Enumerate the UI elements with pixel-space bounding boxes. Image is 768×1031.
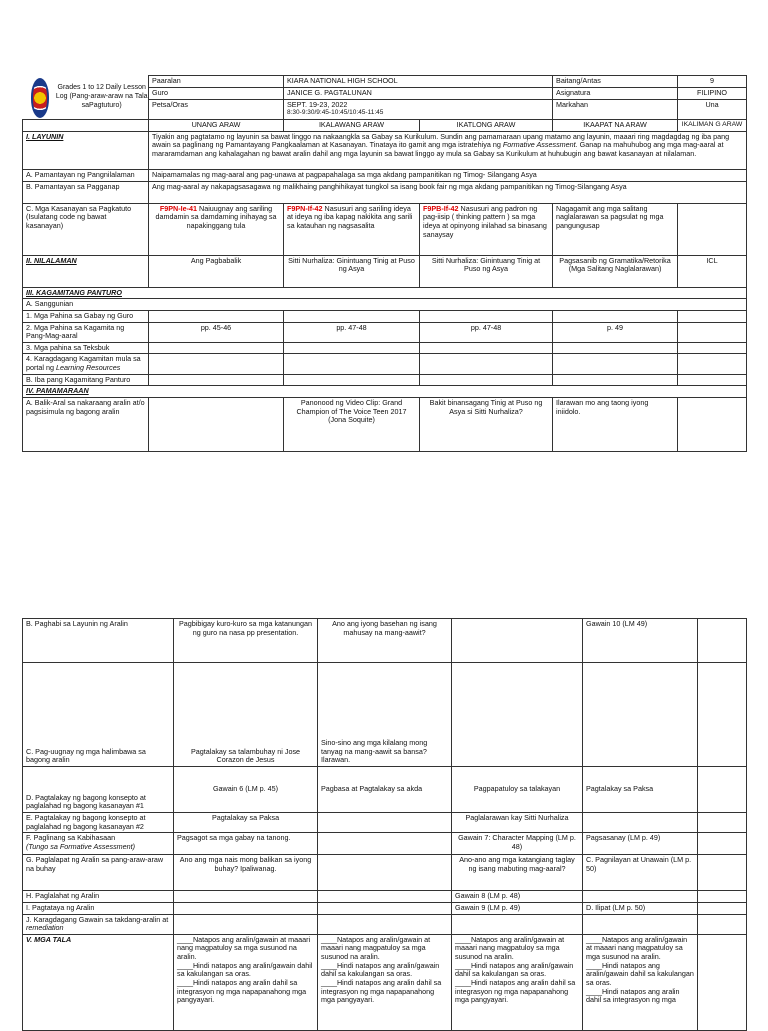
pamantayan-pangnilalaman-text: Naipamamalas ng mag-aaral ang pag-unawa at pagpapahalaga sa mga akdang pampanitikan ng Timog- Silangang Asya	[149, 169, 747, 181]
layunin-text: Tiyakin ang pagtatamo ng layunin sa bawat linggo na nakaangkla sa Gabay sa Kurikulum. Sundin ang pamamaraan upang matamo ang layunin, maaari ring magdagdag ng iba pang awain sa paglinang ng Pamantayang Pangkaalaman at Kasanayan. Tinataya ito gamit ang mga istratehiya ng	[152, 131, 730, 150]
pagtataya-label: I. Pagtataya ng Aralin	[23, 902, 174, 914]
paglalapat-d4: C. Pagnilayan at Unawain (LM p. 50)	[583, 855, 698, 891]
balik-aral-label: A. Balik-Aral sa nakaraang aralin at/o pagsisimula ng bagong aralin	[23, 398, 149, 452]
mga-tala-label: V. MGA TALA	[23, 934, 174, 1030]
karagdagang-gawain-text: J. Karagdagang Gawain sa takdang-aralin at	[26, 914, 169, 924]
kasanayan-d3-code: F9PB-If-42	[423, 203, 459, 213]
pagtalakay-1-d1: Gawain 6 (LM p. 45)	[174, 767, 318, 813]
pagtalakay-1-label: D. Pagtalakay ng bagong konsepto at paglalahad ng bagong kasanayan #1	[23, 767, 174, 813]
nilalaman-label: II. NILALAMAN	[23, 255, 149, 287]
nilalaman-d2: Sitti Nurhaliza: Ginintuang Tinig at Puso ng Asya	[284, 255, 420, 287]
oras-value: 8:30-9:30/9:45-10:45/10:45-11:45	[287, 109, 384, 117]
petsa-label: Petsa/Oras	[149, 99, 284, 119]
nilalaman-d3: Sitti Nurhaliza: Ginintuang Tinig at Puso ng Asya	[420, 255, 553, 287]
tala-d4-b: ____Hindi natapos ang aralin/gawain dahil sa kakulangan sa oras.	[586, 960, 694, 988]
kagamitan-d2: pp. 47-48	[284, 322, 420, 342]
paglinang-d1: Pagsagot sa mga gabay na tanong.	[174, 833, 318, 855]
tala-d3-a: ____Natapos ang aralin/gawain at maaari nang magpatuloy sa mga susunod na aralin.	[455, 934, 565, 962]
pagtalakay-2-label: E. Pagtalakay ng bagong konsepto at paglalahad ng bagong kasanayan #2	[23, 813, 174, 833]
pagtataya-d3: Gawain 9 (LM p. 49)	[452, 902, 583, 914]
paghabi-d4: Gawain 10 (LM 49)	[583, 619, 698, 663]
kasanayan-d1-code: F9PN-Ie-41	[159, 203, 198, 213]
paghabi-label: B. Paghabi sa Layunin ng Aralin	[23, 619, 174, 663]
balik-aral-d3: Bakit binansagang Tinig at Puso ng Asya si Sitti Nurhaliza?	[420, 398, 553, 452]
iba-pang-kagamitan-label: B. Iba pang Kagamitang Panturo	[23, 374, 149, 386]
petsa-cell	[284, 99, 553, 119]
tala-d1-a: ____Natapos ang aralin/gawain at maaari nang magpatuloy sa mga susunod na aralin.	[177, 934, 311, 962]
day-header-5: IKALIMAN G ARAW	[678, 119, 747, 131]
paghabi-d1: Pagbibigay kuro-kuro sa mga katanungan ng guro na nasa pp presentation.	[174, 619, 318, 663]
tala-d4-a: ____Natapos ang aralin/gawain at maaari nang magpatuloy sa mga susunod na aralin.	[586, 934, 688, 962]
day-header-3: IKATLONG ARAW	[420, 119, 553, 131]
baitang-value: 9	[678, 76, 747, 88]
nilalaman-d1: Ang Pagbabalik	[149, 255, 284, 287]
kasanayan-d2-code: F9PN-If-42	[287, 203, 323, 213]
tala-d4	[583, 934, 698, 1030]
paglalahat-label: H. Paglalahat ng Aralin	[23, 891, 174, 903]
karagdagang-gawain-label	[23, 914, 174, 934]
kasanayan-d3	[420, 203, 553, 255]
pag-uugnay-label: C. Pag-uugnay ng mga halimbawa sa bagong aralin	[23, 663, 174, 767]
layunin-text-italic: Formative Assessment.	[502, 140, 578, 150]
pag-uugnay-d2: Sino-sino ang mga kilalang mong tanyag na mang-aawit sa bansa? Ilarawan.	[318, 663, 452, 767]
paglalahat-d3: Gawain 8 (LM p. 48)	[452, 891, 583, 903]
teksbuk-label: 3. Mga pahina sa Teksbuk	[23, 342, 149, 354]
day-header-1: UNANG ARAW	[149, 119, 284, 131]
petsa-value: SEPT. 19-23, 2022	[287, 99, 348, 109]
markahan-label: Markahan	[553, 99, 678, 119]
paglinang-text-italic: (Tungo sa Formative Assessment)	[26, 841, 136, 851]
layunin-label: I. LAYUNIN	[23, 131, 149, 169]
paaralan-value: KIARA NATIONAL HIGH SCHOOL	[284, 76, 553, 88]
pagtataya-d4: D. Ilipat (LM p. 50)	[583, 902, 698, 914]
gabay-guro-label: 1. Mga Pahina sa Gabay ng Guro	[23, 310, 149, 322]
kasanayan-d2-text: Nasusuri ang sariling ideya at ideya ng iba kapag nakikita ang sarili sa katauhan ng nagsasalita	[287, 203, 413, 230]
kasanayan-d3-text: Nasusuri ang padron ng pag-iisip ( thinking pattern ) sa mga ideya at opinyong inilahad sa binasang sanaysay	[423, 203, 547, 239]
tala-d2-b: ____Hindi natapos ang aralin/gawain dahil sa kakulangan sa oras.	[321, 960, 440, 979]
paglinang-text: F. Paglinang sa Kabihasaan	[26, 833, 116, 843]
tala-d3-b: ____Hindi natapos ang aralin/gawain dahil sa kakulangan sa oras.	[455, 960, 574, 979]
tala-d3-c: ____Hindi natapos ang aralin dahil sa integrasyon ng mga napapanahong mga pangyayari.	[455, 978, 576, 1005]
pagtalakay-1-d4: Pagtalakay sa Paksa	[583, 767, 698, 813]
kasanayan-d4: Nagagamit ang mga salitang naglalarawan sa pagsulat ng mga pangungusap	[553, 203, 678, 255]
kasanayan-label: C. Mga Kasanayan sa Pagkatuto (Isulatang code ng bawat kasanayan)	[23, 203, 149, 255]
lesson-log-table-page1	[22, 75, 747, 452]
sanggunian-label: A. Sanggunian	[23, 299, 747, 311]
tala-d3	[452, 934, 583, 1030]
pagtalakay-2-d1: Pagtalakay sa Paksa	[174, 813, 318, 833]
pamantayan-pagganap-label: B. Pamantayan sa Pagganap	[23, 181, 149, 203]
pagtalakay-2-d3: Paglalarawan kay Sitti Nurhaliza	[452, 813, 583, 833]
kagamitan-d1: pp. 45-46	[149, 322, 284, 342]
markahan-value: Una	[678, 99, 747, 119]
lesson-log-table-page2	[22, 618, 747, 1031]
header-logo-block	[23, 76, 149, 120]
kasanayan-d2	[284, 203, 420, 255]
paglinang-d3: Gawain 7: Character Mapping (LM p. 48)	[452, 833, 583, 855]
paglinang-d4: Pagsasanay (LM p. 49)	[583, 833, 698, 855]
tala-d1-b: ____Hindi natapos ang aralin/gawain dahil sa kakulangan sa oras.	[177, 960, 313, 979]
kasanayan-d1	[149, 203, 284, 255]
kagamitan-label: III. KAGAMITANG PANTURO	[23, 287, 747, 299]
balik-aral-d4: Ilarawan mo ang taong iyong iniidolo.	[553, 398, 678, 452]
paglalapat-d1: Ano ang mga nais mong balikan sa iyong buhay? Ipaliwanag.	[174, 855, 318, 891]
pamantayan-pangnilalaman-label: A. Pamantayan ng Pangnilalaman	[23, 169, 149, 181]
guro-label: Guro	[149, 88, 284, 100]
guro-value: JANICE G. PAGTALUNAN	[284, 88, 553, 100]
day-header-blank	[23, 119, 149, 131]
deped-logo-icon	[31, 78, 50, 118]
paglalapat-label: G. Paglalapat ng Aralin sa pang-araw-araw na buhay	[23, 855, 174, 891]
asignatura-value: FILIPINO	[678, 88, 747, 100]
layunin-text-end: Ganap na mahuhubog ang mga mag-aaral at mararamdaman ang kahalagahan ng bawat aralin dahil ang mga layunin sa bawat linggo ay mula sa Gabay sa Kurikulum at huhubugin ang bawat kasanayan at nilalaman.	[152, 140, 724, 158]
tala-d1	[174, 934, 318, 1030]
kagamitan-d4: p. 49	[553, 322, 678, 342]
tala-d2-c: ____Hindi natapos ang aralin dahil sa integrasyon ng mga napapanahong mga pangyayari.	[321, 978, 442, 1005]
pag-uugnay-d1: Pagtalakay sa talambuhay ni Jose Corazon de Jesus	[174, 663, 318, 767]
nilalaman-d5: ICL	[678, 255, 747, 287]
kasanayan-d5	[678, 203, 747, 255]
day-header-2: IKALAWANG ARAW	[284, 119, 420, 131]
pagtalakay-1-d3: Pagpapatuloy sa talakayan	[452, 767, 583, 813]
layunin-text-cell	[149, 131, 747, 169]
karagdagang-kagamitan-text: 4. Karagdagang Kagamitan mula sa portal ng	[26, 354, 141, 373]
school-form-title: Grades 1 to 12 Daily Lesson Log (Pang-araw-araw na Tala saPagtuturo)	[55, 84, 148, 109]
pamantayan-pagganap-text: Ang mag-aaral ay nakapagsasagawa ng malikhaing panghihikayat tungkol sa isang book fair ng mga akdang pampanitikan ng Timog-Silangang Asya	[149, 181, 747, 203]
tala-d4-c: ____Hindi natapos ang aralin dahil sa integrasyon ng mga	[586, 986, 680, 1005]
paglinang-label	[23, 833, 174, 855]
balik-aral-d2: Panonood ng Video Clip: Grand Champion of The Voice Teen 2017 (Jona Soquite)	[284, 398, 420, 452]
pamamaraan-label: IV. PAMAMARAAN	[23, 386, 747, 398]
kagamitan-d3: pp. 47-48	[420, 322, 553, 342]
learning-resources-text: Learning Resources	[55, 363, 121, 373]
tala-d2	[318, 934, 452, 1030]
tala-d2-a: ____Natapos ang aralin/gawain at maaari nang magpatuloy sa mga susunod na aralin.	[321, 934, 431, 962]
asignatura-label: Asignatura	[553, 88, 678, 100]
kagamitan-mag-aaral-label: 2. Mga Pahina sa Kagamita ng Pang-Mag-aaral	[23, 322, 149, 342]
karagdagang-kagamitan-label	[23, 354, 149, 374]
paaralan-label: Paaralan	[149, 76, 284, 88]
kasanayan-d1-text: Naiuugnay ang sariling damdamin sa damdaming inihayag sa napakinggang tula	[155, 203, 277, 230]
remediation-text: remediation	[26, 923, 64, 933]
paghabi-d2: Ano ang iyong basehan ng isang mahusay na mang-aawit?	[318, 619, 452, 663]
tala-d1-c: ____Hindi natapos ang aralin dahil sa integrasyon ng mga napapanahong mga pangyayari.	[177, 978, 307, 1005]
day-header-4: IKAAPAT NA ARAW	[553, 119, 678, 131]
nilalaman-d4: Pagsasanib ng Gramatika/Retorika (Mga Salitang Naglalarawan)	[553, 255, 678, 287]
pagtalakay-1-d2: Pagbasa at Pagtalakay sa akda	[318, 767, 452, 813]
baitang-label: Baitang/Antas	[553, 76, 678, 88]
paglalapat-d3: Ano-ano ang mga katangiang taglay ng isang mabuting mag-aaral?	[452, 855, 583, 891]
